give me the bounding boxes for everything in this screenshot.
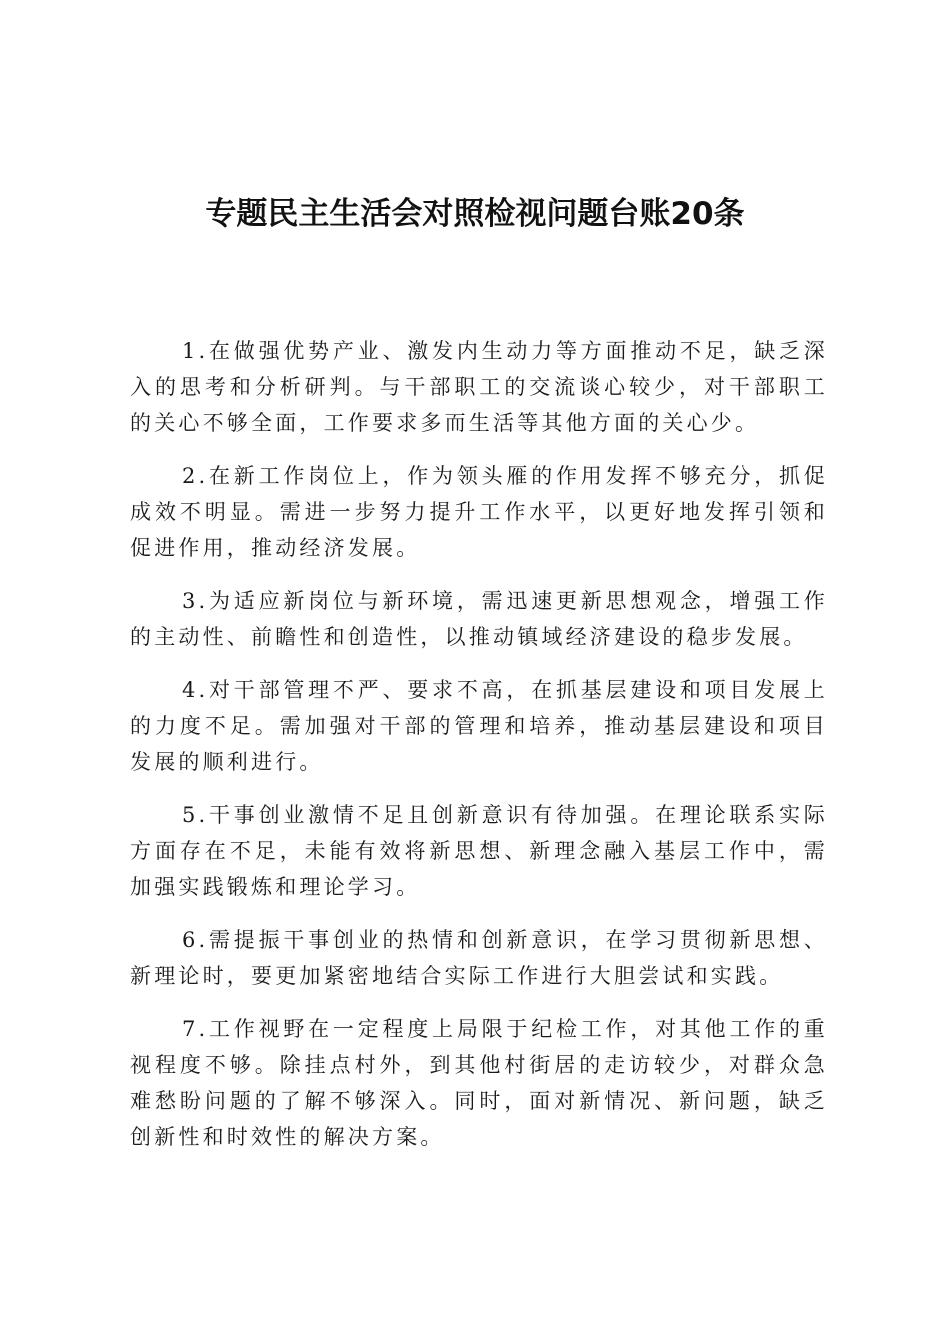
paragraph-6: 6.需提振干事创业的热情和创新意识，在学习贯彻新思想、新理论时，要更加紧密地结合实际工作进行大胆尝试和实践。 xyxy=(130,928,828,988)
paragraph-2: 2.在新工作岗位上，作为领头雁的作用发挥不够充分，抓促成效不明显。需进一步努力提升工作水平，以更好地发挥引领和促进作用，推动经济发展。 xyxy=(130,464,828,560)
paragraph-3: 3.为适应新岗位与新环境，需迅速更新思想观念，增强工作的主动性、前瞻性和创造性，以推动镇域经济建设的稳步发展。 xyxy=(130,589,828,649)
document-title: 专题民主生活会对照检视问题台账20条 xyxy=(205,196,745,232)
paragraph-7: 7.工作视野在一定程度上局限于纪检工作，对其他工作的重视程度不够。除挂点村外，到其他村街居的走访较少，对群众急难愁盼问题的了解不够深入。同时，面对新情况、新问题，缺乏创新性和时效性的解决方案。 xyxy=(130,1017,828,1149)
paragraph-1: 1.在做强优势产业、激发内生动力等方面推动不足，缺乏深入的思考和分析研判。与干部职工的交流谈心较少，对干部职工的关心不够全面，工作要求多而生活等其他方面的关心少。 xyxy=(130,339,828,435)
paragraph-5: 5.干事创业激情不足且创新意识有待加强。在理论联系实际方面存在不足，未能有效将新思想、新理念融入基层工作中，需加强实践锻炼和理论学习。 xyxy=(130,803,828,899)
paragraph-4: 4.对干部管理不严、要求不高，在抓基层建设和项目发展上的力度不足。需加强对干部的管理和培养，推动基层建设和项目发展的顺利进行。 xyxy=(130,678,828,774)
document-body xyxy=(130,333,828,1172)
